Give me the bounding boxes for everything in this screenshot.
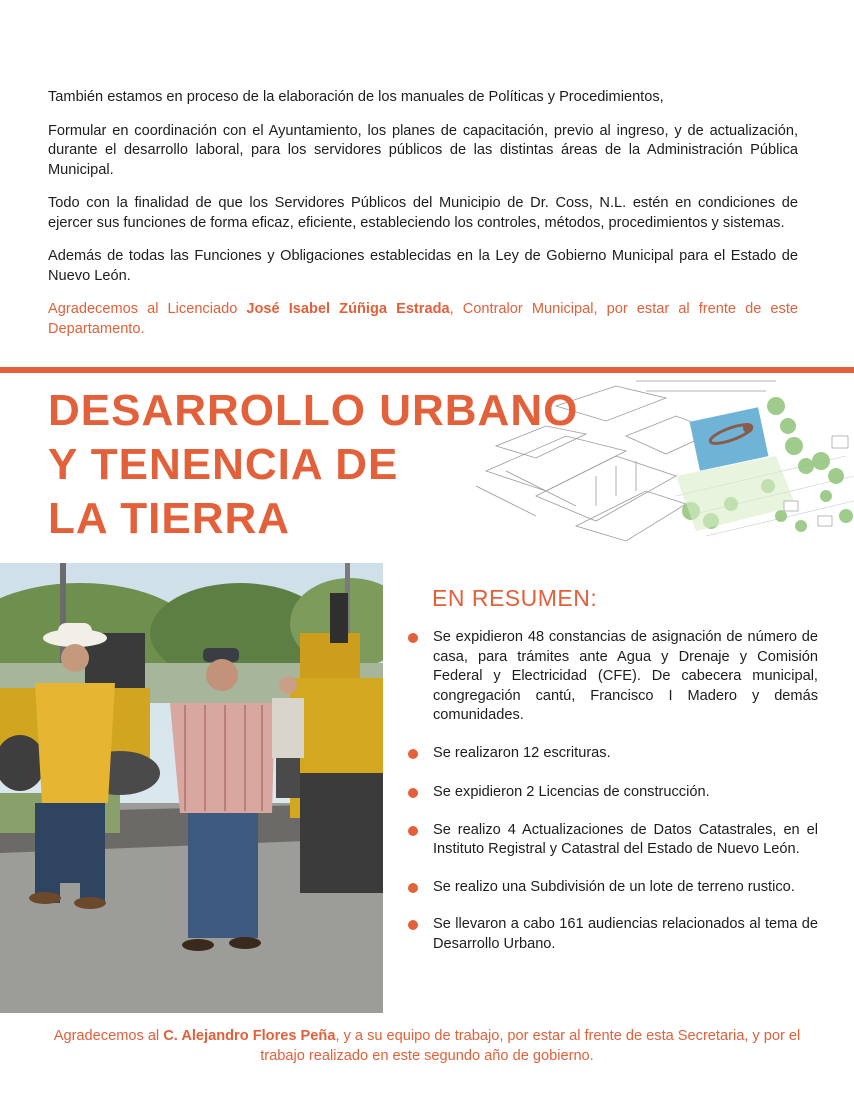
intro-paragraph-4: Además de todas las Funciones y Obligaciones establecidas en la Ley de Gobierno Municipal para el Estado de Nuevo León. [48, 248, 798, 284]
section-title-line-2: Y TENENCIA DE [48, 440, 399, 489]
closing-name: C. Alejandro Flores Peña [163, 1028, 336, 1044]
section-title-line-3: LA TIERRA [48, 494, 291, 543]
intro-text [48, 88, 798, 353]
road-paving-photo-graphic [0, 563, 383, 1013]
summary-item-text: Se realizaron 12 escrituras. [433, 744, 611, 761]
summary-item [406, 783, 818, 803]
bullet-dot-icon [408, 920, 418, 930]
summary-item-text: Se expidieron 48 constancias de asignación de número de casa, para trámites ante Agua y Drenaje y Comisión Federal y Electricidad (CFE). De cabecera municipal, congregación cantú, Francisco I Madero y demás comunidades. [433, 629, 818, 723]
bullet-dot-icon [408, 883, 418, 893]
summary-item-text: Se llevaron a cabo 161 audiencias relacionados al tema de Desarrollo Urbano. [433, 916, 818, 952]
bullet-dot-icon [408, 788, 418, 798]
summary-item [406, 915, 818, 954]
bullet-dot-icon [408, 633, 418, 643]
bullet-dot-icon [408, 826, 418, 836]
summary-item-text: Se expidieron 2 Licencias de construcción. [433, 784, 710, 800]
contralor-thanks [48, 300, 798, 339]
summary-heading: EN RESUMEN: [432, 585, 598, 611]
contralor-thanks-before: Agradecemos al Licenciado [48, 301, 247, 317]
intro-paragraph-2: Formular en coordinación con el Ayuntamiento, los planes de capacitación, previo al ingreso, y de actualización, durante el desarrollo laboral, para los servidores públicos de las distintas áreas de la Administración Pública Municipal. [48, 122, 798, 178]
summary-item [406, 744, 818, 764]
section-title [48, 384, 608, 546]
summary-item-text: Se realizo 4 Actualizaciones de Datos Catastrales, en el Instituto Registral y Catastral del Estado de Nuevo León. [433, 821, 818, 857]
summary-list [406, 628, 818, 954]
contralor-thanks-after: , Contralor Municipal, por estar al frente de este Departamento. [48, 301, 799, 337]
road-paving-photo [0, 563, 383, 1013]
summary-item [406, 878, 818, 898]
contralor-name: José Isabel Zúñiga Estrada [246, 301, 450, 317]
closing-thanks-after: , y a su equipo de trabajo, por estar al frente de esta Secretaria, y por el trabajo realizado en este segundo año de gobierno. [260, 1028, 801, 1064]
summary-item [406, 628, 818, 726]
summary-item-text: Se realizo una Subdivisión de un lote de terreno rustico. [433, 878, 795, 895]
summary-item [406, 821, 818, 860]
bullet-dot-icon [408, 749, 418, 759]
intro-paragraph-3: Todo con la finalidad de que los Servidores Públicos del Municipio de Dr. Coss, N.L. estén en condiciones de ejercer sus funciones de forma eficaz, eficiente, estableciendo los controles, métodos, procedimientos y sistemas. [48, 195, 798, 231]
closing-thanks [40, 1026, 814, 1066]
section-title-line-1: DESARROLLO URBANO [48, 386, 579, 435]
closing-thanks-before: Agradecemos al [53, 1028, 164, 1044]
intro-paragraph-1: También estamos en proceso de la elaboración de los manuales de Políticas y Procedimientos, [48, 89, 664, 105]
section-divider [0, 367, 854, 373]
